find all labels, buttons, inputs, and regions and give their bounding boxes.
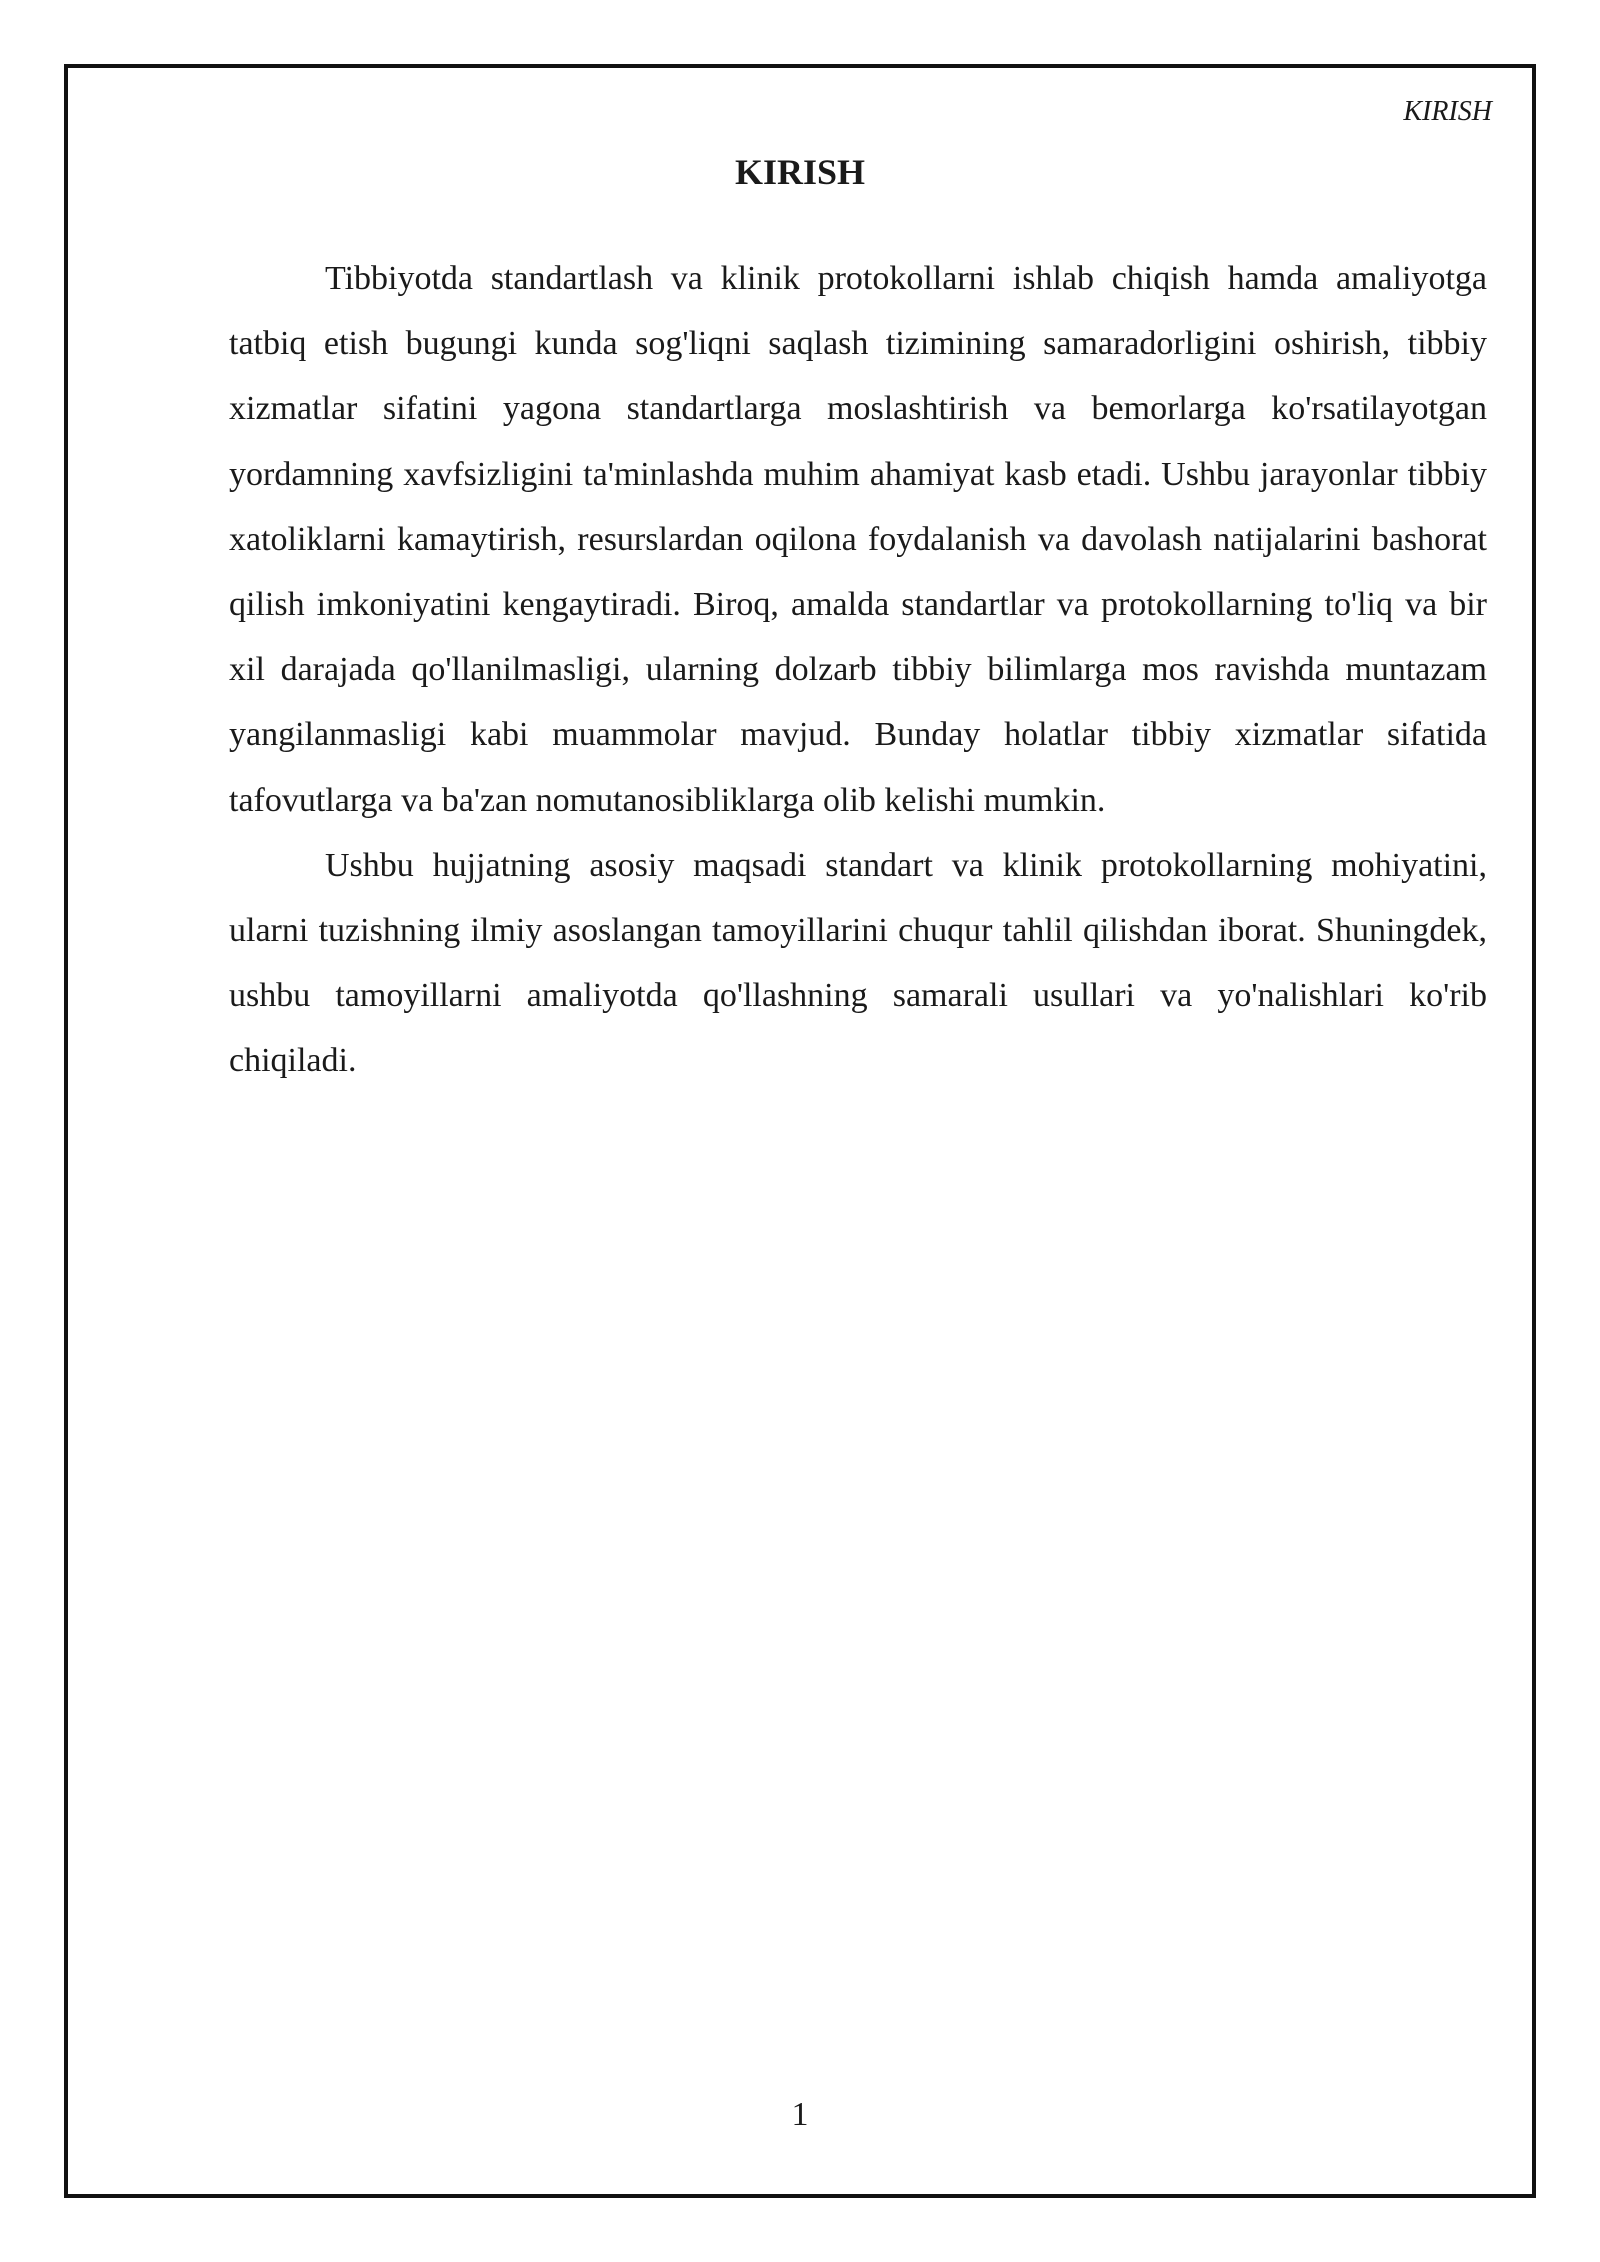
body-text (229, 246, 1487, 1094)
running-header: KIRISH (1403, 96, 1492, 127)
page-number: 1 (791, 2096, 809, 2133)
page-title: KIRISH (734, 152, 866, 192)
paragraph-1: Tibbiyotda standartlash va klinik protokollarni ishlab chiqish hamda amaliyotga tatbiq etish bugungi kunda sog'liqni saqlash tizimining samaradorligini oshirish, tibbiy xizmatlar sifatini yagona standartlarga moslashtirish va bemorlarga ko'rsatilayotgan yordamning xavfsizligini ta'minlashda muhim ahamiyat kasb etadi. Ushbu jarayonlar tibbiy xatoliklarni kamaytirish, resurslardan oqilona foydalanish va davolash natijalarini bashorat qilish imkoniyatini kengaytiradi. Biroq, amalda standartlar va protokollarning to'liq va bir xil darajada qo'llanilmasligi, ularning dolzarb tibbiy bilimlarga mos ravishda muntazam yangilanmasligi kabi muammolar mavjud. Bunday holatlar tibbiy xizmatlar sifatida tafovutlarga va ba'zan nomutanosibliklarga olib kelishi mumkin. (229, 260, 1487, 819)
paragraph-2: Ushbu hujjatning asosiy maqsadi standart va klinik protokollarning mohiyatini, ularni tuzishning ilmiy asoslangan tamoyillarini chuqur tahlil qilishdan iborat. Shuningdek, ushbu tamoyillarni amaliyotda qo'llashning samarali usullari va yo'nalishlari ko'rib chiqiladi. (229, 846, 1487, 1080)
